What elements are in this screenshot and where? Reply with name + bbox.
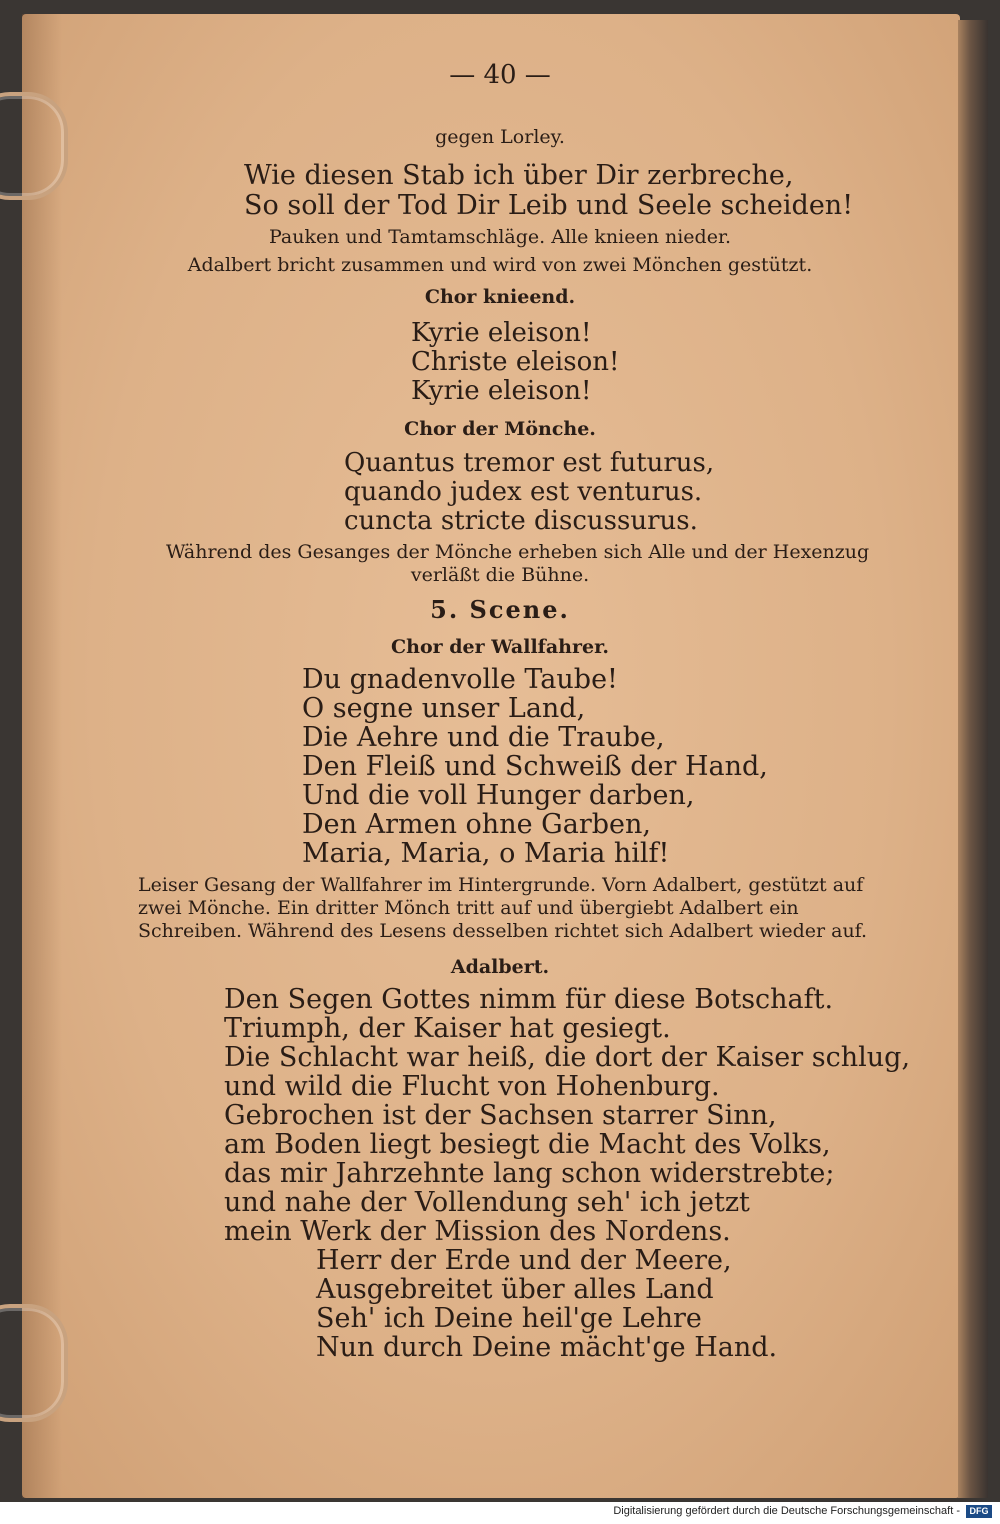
verse-line: Ausgebreitet über alles Land [316,1274,714,1305]
verse-line: quando judex est venturus. [344,477,703,507]
stage-direction: Während des Gesanges der Mönche erheben sich Alle und der Hexenzug [166,541,870,563]
verse-line: am Boden liegt besiegt die Macht des Volks, [224,1129,831,1160]
stage-direction: Leiser Gesang der Wallfahrer im Hintergrunde. Vorn Adalbert, gestützt auf [138,874,864,896]
page-number: — 40 — [449,60,551,90]
verse-line: Seh' ich Deine heil'ge Lehre [316,1303,702,1334]
verse-line: Triumph, der Kaiser hat gesiegt. [224,1013,671,1044]
verse-line: Den Segen Gottes nimm für diese Botschaft. [224,984,834,1015]
verse-line: Herr der Erde und der Meere, [316,1245,732,1276]
speaker-heading: Adalbert. [450,956,550,978]
verse-line: Christe eleison! [411,347,620,377]
verse-line: Maria, Maria, o Maria hilf! [302,838,670,869]
stage-direction: verläßt die Bühne. [410,564,590,586]
verse-line: Gebrochen ist der Sachsen starrer Sinn, [224,1100,777,1131]
verse-line: Die Schlacht war heiß, die dort der Kaiser schlug, [224,1042,911,1073]
verse-line: das mir Jahrzehnte lang schon widerstrebte; [224,1158,835,1189]
speaker-note: gegen Lorley. [435,126,565,148]
stage-direction: zwei Mönche. Ein dritter Mönch tritt auf und übergiebt Adalbert ein [138,897,799,919]
verse-line: Den Fleiß und Schweiß der Hand, [302,751,768,782]
verse-line: mein Werk der Mission des Nordens. [224,1216,731,1247]
verse-line: Nun durch Deine mächt'ge Hand. [316,1332,778,1363]
binding-clip-bottom [0,1304,68,1422]
verse-line: Quantus tremor est futurus, [344,448,715,478]
speaker-heading: Chor knieend. [424,286,576,308]
speaker-heading: Chor der Mönche. [404,418,596,440]
stage-direction: Adalbert bricht zusammen und wird von zwei Mönchen gestützt. [187,254,813,276]
verse-line: cuncta stricte discussurus. [344,506,698,536]
funding-credit: Digitalisierung gefördert durch die Deutsche Forschungsgemeinschaft - [613,1505,960,1517]
verse-line: Kyrie eleison! [411,376,592,406]
verse-line: Die Aehre und die Traube, [302,722,665,753]
verse-line: und wild die Flucht von Hohenburg. [224,1071,720,1102]
verse-line: Den Armen ohne Garben, [302,809,651,840]
stage-direction: Pauken und Tamtamschläge. Alle knieen nieder. [269,226,731,248]
speaker-heading: Chor der Wallfahrer. [391,636,609,658]
verse-line: O segne unser Land, [302,693,586,724]
dfg-logo: DFG [966,1505,992,1518]
verse-line: und nahe der Vollendung seh' ich jetzt [224,1187,750,1218]
verse-line: Du gnadenvolle Taube! [302,664,618,695]
verse-line: So soll der Tod Dir Leib und Seele scheiden! [244,190,854,221]
verse-line: Und die voll Hunger darben, [302,780,695,811]
verse-line: Wie diesen Stab ich über Dir zerbreche, [244,160,794,191]
verse-line: Kyrie eleison! [411,318,592,348]
stage-direction: Schreiben. Während des Lesens desselben richtet sich Adalbert wieder auf. [138,920,868,942]
scene-title: 5. Scene. [430,595,570,624]
